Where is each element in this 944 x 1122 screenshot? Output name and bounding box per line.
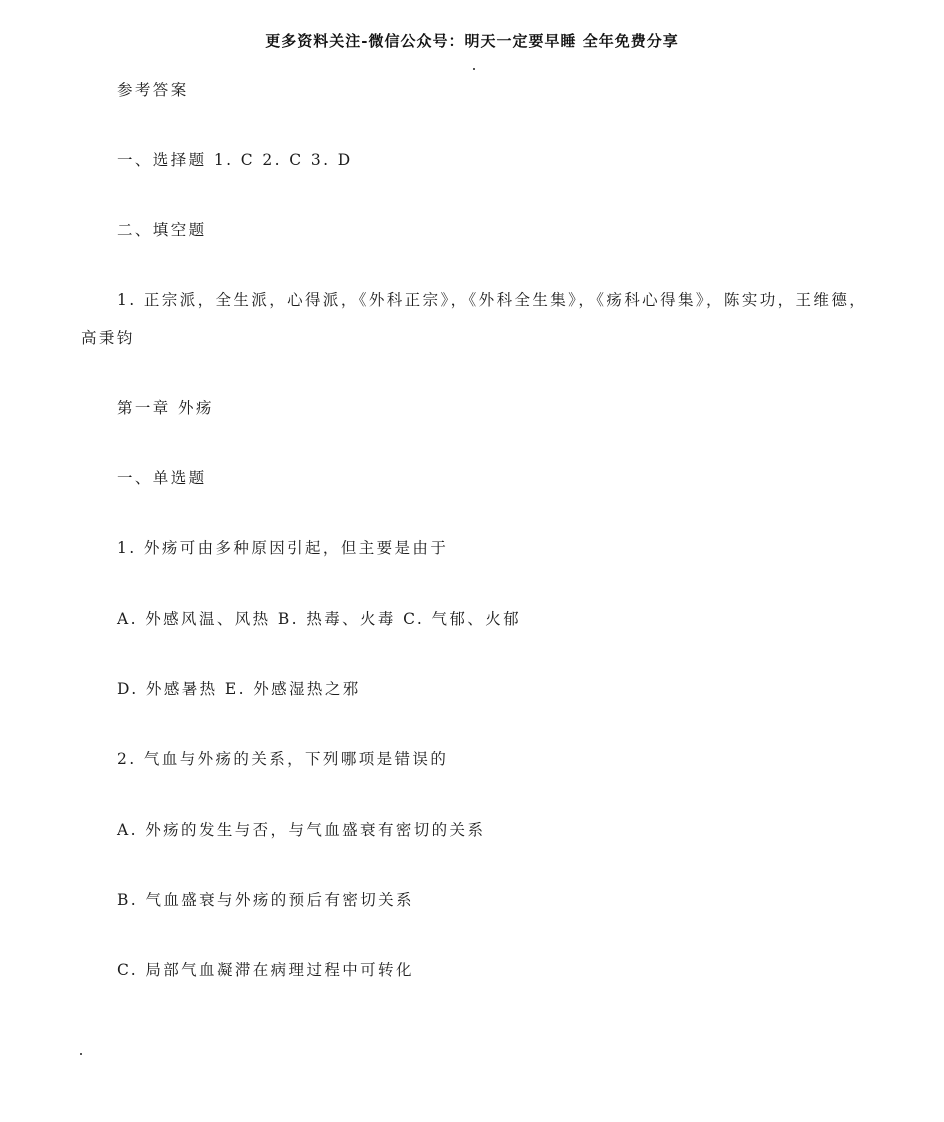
page-header-banner: 更多资料关注-微信公众号：明天一定要早睡 全年免费分享 xyxy=(265,32,679,50)
header-dot xyxy=(473,68,475,70)
question-1-options-abc: A. 外感风温、风热 B. 热毒、火毒 C. 气郁、火郁 xyxy=(117,610,522,628)
answer-fill-blank-line2: 高秉钧 xyxy=(81,329,135,347)
question-2-option-c: C. 局部气血凝滞在病理过程中可转化 xyxy=(117,961,414,979)
answer-fill-blank-line1: 1. 正宗派，全生派，心得派，《外科正宗》，《外科全生集》，《疡科心得集》，陈实功，王维德， xyxy=(117,291,868,309)
section-fill-blank: 二、填空题 xyxy=(117,221,207,239)
question-2-option-b: B. 气血盛衰与外疡的预后有密切关系 xyxy=(117,891,414,909)
footer-dot xyxy=(80,1053,82,1055)
section-single-choice: 一、单选题 xyxy=(117,469,207,487)
section-title-answers: 参考答案 xyxy=(117,81,189,99)
question-2: 2. 气血与外疡的关系，下列哪项是错误的 xyxy=(117,750,449,768)
question-2-option-a: A. 外疡的发生与否，与气血盛衰有密切的关系 xyxy=(117,821,486,839)
question-1-options-de: D. 外感暑热 E. 外感湿热之邪 xyxy=(117,680,361,698)
chapter-title: 第一章 外疡 xyxy=(117,399,214,417)
answer-multiple-choice: 一、选择题 1. C 2. C 3. D xyxy=(117,151,353,169)
question-1: 1. 外疡可由多种原因引起，但主要是由于 xyxy=(117,539,449,557)
